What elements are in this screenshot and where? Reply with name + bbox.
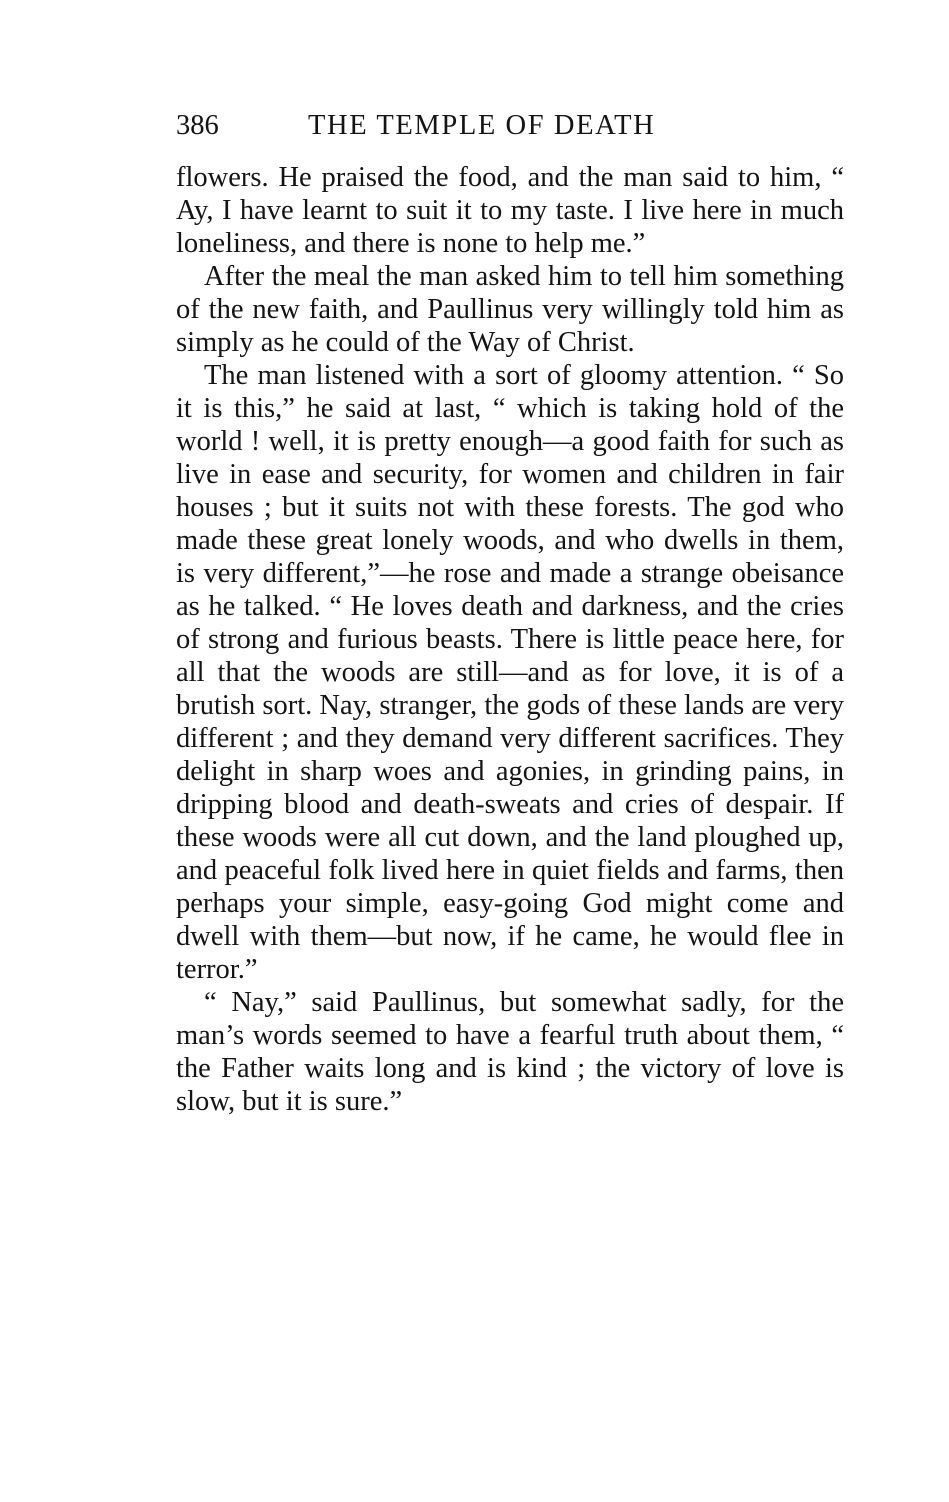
paragraph: The man listened with a sort of gloomy attention. “ So it is this,” he said at last, “ which is taking hold of the world ! well, it is pretty enough—a good faith for such as live in ease and security, for women and children in fair houses ; but it suits not with these forests. The god who made these great lonely woods, and who dwells in them, is very different,”—he rose and made a strange obeisance as he talked. “ He loves death and darkness, and the cries of strong and furious beasts. There is little peace here, for all that the woods are still—and as for love, it is of a brutish sort. Nay, stranger, the gods of these lands are very different ; and they demand very different sacrifices. They delight in sharp woes and agonies, in grinding pains, in dripping blood and death-sweats and cries of despair. If these woods were all cut down, and the land ploughed up, and peaceful folk lived here in quiet fields and farms, then perhaps your simple, easy-going God might come and dwell with them—but now, if he came, he would flee in terror.” [176, 360, 844, 985]
paragraph-continuation: flowers. He praised the food, and the man said to him, “ Ay, I have learnt to suit it to my taste. I live here in much loneliness, and there is none to help me.” [176, 162, 844, 259]
paragraph: “ Nay,” said Paullinus, but somewhat sadly, for the man’s words seemed to have a fearful truth about them, “ the Father waits long and is kind ; the victory of love is slow, but it is sure.” [176, 987, 844, 1117]
body-text [176, 161, 844, 1118]
paragraph: After the meal the man asked him to tell him something of the new faith, and Paullinus very willingly told him as simply as he could of the Way of Christ. [176, 261, 844, 358]
running-title: THE TEMPLE OF DEATH [308, 110, 656, 141]
page-header [176, 106, 846, 146]
page-number: 386 [176, 110, 219, 141]
